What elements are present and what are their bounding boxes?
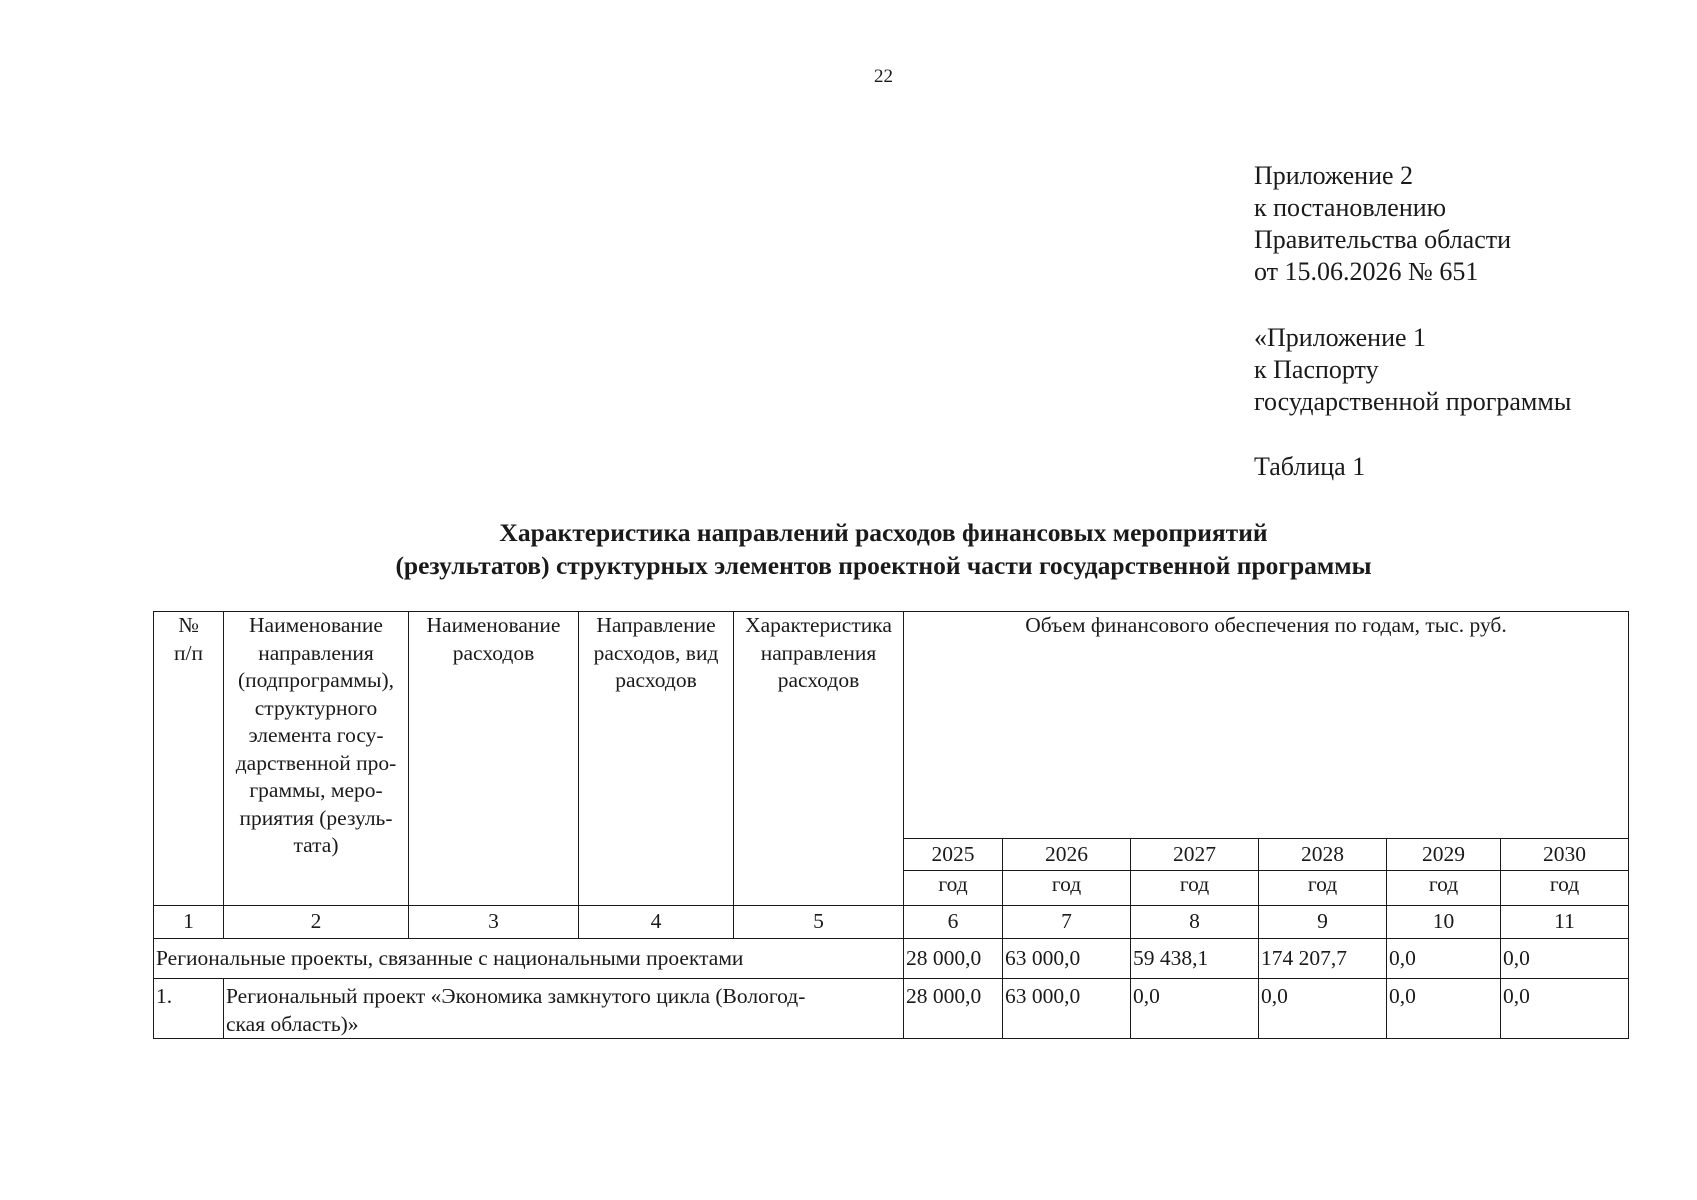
- document-title-line: (результатов) структурных элементов проектной части государственной программы: [395, 551, 1372, 580]
- column-number: 9: [1259, 906, 1387, 939]
- row-value: 0,0: [1501, 939, 1629, 979]
- header-year-unit: год: [1131, 871, 1259, 906]
- row-value: 0,0: [1387, 939, 1501, 979]
- header-direction: Наименование направления (подпрограммы), структурного элемента госу- дарственной про- граммы, меро- приятия (резуль- тата): [224, 612, 409, 906]
- column-number: 11: [1501, 906, 1629, 939]
- table-row: [154, 979, 1629, 1039]
- column-number: 10: [1387, 906, 1501, 939]
- header-year: 2028: [1259, 839, 1387, 871]
- header-year-unit: год: [1003, 871, 1131, 906]
- row-value: 63 000,0: [1003, 939, 1131, 979]
- header-year: 2025: [904, 839, 1003, 871]
- appendix-ref-line: «Приложение 1: [1254, 323, 1427, 352]
- row-value: 28 000,0: [904, 939, 1003, 979]
- column-number: 6: [904, 906, 1003, 939]
- column-number: 1: [154, 906, 224, 939]
- header-num: № п/п: [154, 612, 224, 906]
- appendix-note-line: Правительства области: [1254, 225, 1512, 254]
- header-year-unit: год: [1501, 871, 1629, 906]
- header-characteristic: Характеристика направления расходов: [734, 612, 904, 906]
- page-number: 22: [874, 66, 893, 87]
- table-row: [154, 939, 1629, 979]
- row-number: 1.: [154, 979, 224, 1039]
- header-volume: Объем финансового обеспечения по годам, тыс. руб.: [904, 612, 1629, 839]
- expense-directions-table: [153, 611, 1629, 1039]
- header-expense-type: Направление расходов, вид расходов: [579, 612, 734, 906]
- appendix-note-line: к постановлению: [1254, 193, 1447, 222]
- column-number: 4: [579, 906, 734, 939]
- row-value: 174 207,7: [1259, 939, 1387, 979]
- header-year-unit: год: [904, 871, 1003, 906]
- column-number: 3: [409, 906, 579, 939]
- header-year-unit: год: [1259, 871, 1387, 906]
- column-number: 8: [1131, 906, 1259, 939]
- appendix-ref-line: к Паспорту: [1254, 355, 1379, 384]
- header-year: 2027: [1131, 839, 1259, 871]
- appendix-note-line: от 15.06.2026 № 651: [1254, 257, 1479, 286]
- row-value: 0,0: [1131, 979, 1259, 1039]
- appendix-note: [1254, 160, 1511, 288]
- row-label: Региональные проекты, связанные с национальными проектами: [154, 939, 904, 979]
- row-value: 0,0: [1501, 979, 1629, 1039]
- row-value: 28 000,0: [904, 979, 1003, 1039]
- row-value: 0,0: [1387, 979, 1501, 1039]
- header-expense-name: Наименование расходов: [409, 612, 579, 906]
- document-title-line: Характеристика направлений расходов финансовых мероприятий: [499, 518, 1268, 547]
- column-number: 7: [1003, 906, 1131, 939]
- header-year: 2026: [1003, 839, 1131, 871]
- header-year: 2029: [1387, 839, 1501, 871]
- row-label: Региональный проект «Экономика замкнутого цикла (Вологод- ская область)»: [224, 979, 904, 1039]
- row-value: 59 438,1: [1131, 939, 1259, 979]
- appendix-ref-line: государственной программы: [1254, 387, 1572, 416]
- column-number: 2: [224, 906, 409, 939]
- header-year-unit: год: [1387, 871, 1501, 906]
- table-label: Таблица 1: [1254, 452, 1366, 481]
- row-value: 0,0: [1259, 979, 1387, 1039]
- column-number: 5: [734, 906, 904, 939]
- header-year: 2030: [1501, 839, 1629, 871]
- appendix-ref: [1254, 322, 1571, 418]
- document-title: [0, 516, 1697, 582]
- row-value: 63 000,0: [1003, 979, 1131, 1039]
- appendix-note-line: Приложение 2: [1254, 161, 1414, 190]
